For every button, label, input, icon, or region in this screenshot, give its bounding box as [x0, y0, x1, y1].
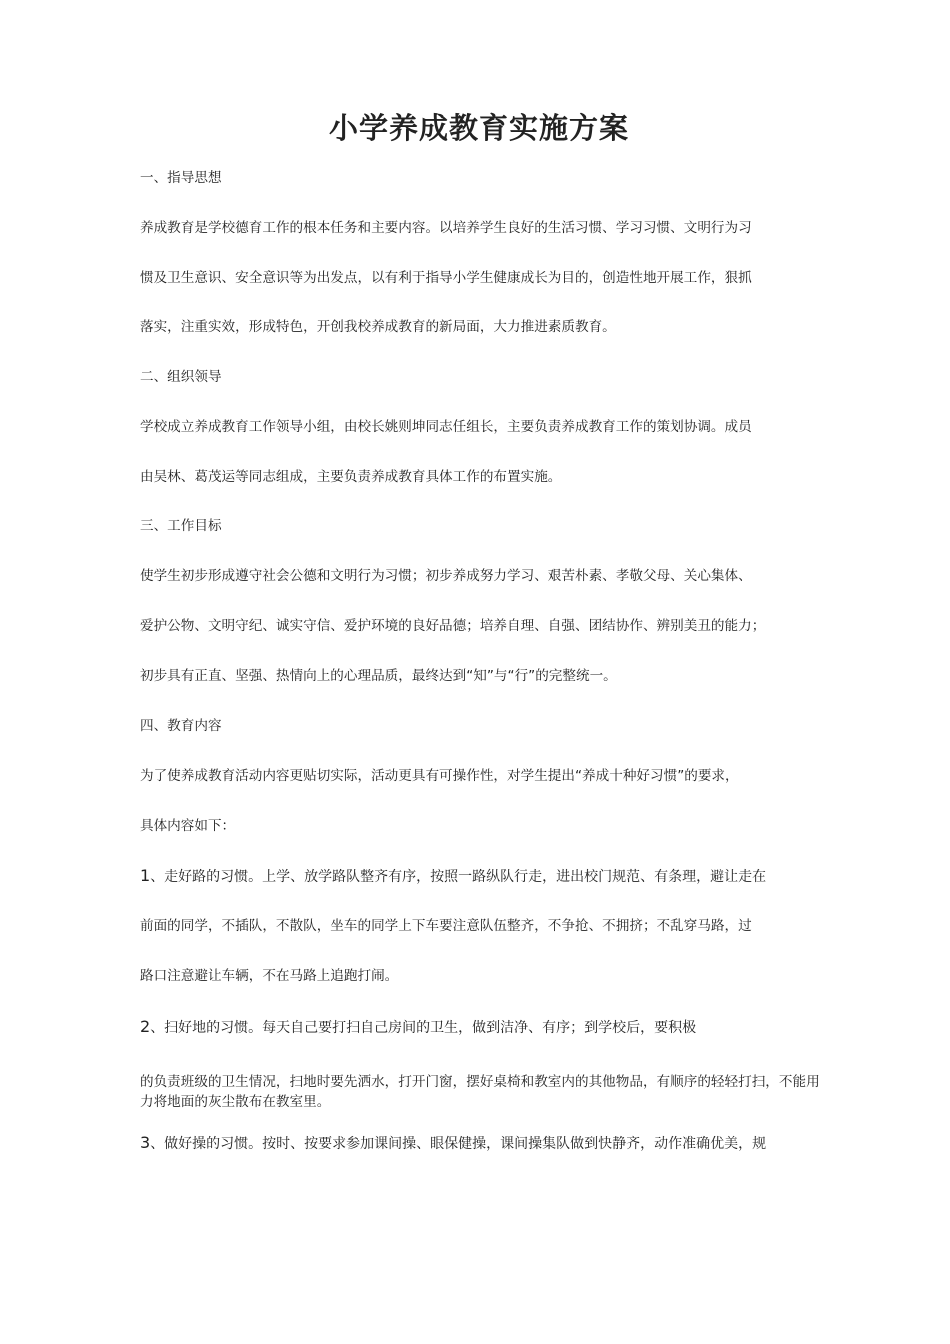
paragraph-line: 使学生初步形成遵守社会公德和文明行为习惯；初步养成努力学习、艰苦朴素、孝敬父母、关心集体、 [140, 568, 752, 584]
paragraph-line: 路口注意避让车辆，不在马路上追跑打闹。 [140, 968, 399, 984]
section-heading-goals: 三、工作目标 [140, 518, 222, 534]
paragraph-line: 为了使养成教育活动内容更贴切实际，活动更具有可操作性，对学生提出“养成十种好习惯”的要求， [140, 768, 739, 784]
document-title: 小学养成教育实施方案 [328, 111, 629, 145]
list-item-text: 、做好操的习惯。按时、按要求参加课间操、眼保健操，课间操集队做到快静齐，动作准确优美，规 [150, 1136, 767, 1152]
list-item-text: 、走好路的习惯。上学、放学路队整齐有序，按照一路纵队行走，进出校门规范、有条理，避让走在 [150, 869, 767, 885]
paragraph-line: 学校成立养成教育工作领导小组，由校长姚则坤同志任组长，主要负责养成教育工作的策划协调。成员 [140, 419, 752, 435]
section-heading-guiding-thought: 一、指导思想 [140, 170, 222, 186]
list-item-1 [140, 866, 766, 887]
paragraph-block: 的负责班级的卫生情况，扫地时要先洒水，打开门窗，摆好桌椅和教室内的其他物品，有顺序的轻轻打扫，不能用力将地面的灰尘散布在教室里。 [140, 1074, 820, 1110]
paragraph-line: 爱护公物、文明守纪、诚实守信、爱护环境的良好品德；培养自理、自强、团结协作、辨别美丑的能力； [140, 618, 766, 634]
list-item-3 [140, 1133, 766, 1154]
paragraph-line: 养成教育是学校德育工作的根本任务和主要内容。以培养学生良好的生活习惯、学习习惯、文明行为习 [140, 220, 752, 236]
paragraph-line: 惯及卫生意识、安全意识等为出发点，以有利于指导小学生健康成长为目的，创造性地开展工作，狠抓 [140, 270, 752, 286]
list-item-2 [140, 1017, 696, 1038]
section-heading-content: 四、教育内容 [140, 718, 222, 734]
list-item-number: 3 [140, 1133, 151, 1152]
list-item-text: 、扫好地的习惯。每天自己要打扫自己房间的卫生，做到洁净、有序；到学校后，要积极 [150, 1020, 697, 1036]
paragraph-line: 具体内容如下： [140, 818, 236, 834]
paragraph-line: 落实，注重实效，形成特色，开创我校养成教育的新局面，大力推进素质教育。 [140, 319, 616, 335]
list-item-number: 1 [140, 866, 151, 885]
paragraph-line: 初步具有正直、坚强、热情向上的心理品质，最终达到“知”与“行”的完整统一。 [140, 668, 617, 684]
paragraph-line: 前面的同学，不插队，不散队，坐车的同学上下车要注意队伍整齐，不争抢、不拥挤；不乱穿马路，过 [140, 918, 752, 934]
section-heading-organization: 二、组织领导 [140, 369, 222, 385]
list-item-number: 2 [140, 1017, 151, 1036]
paragraph-line: 由吴林、葛茂运等同志组成，主要负责养成教育具体工作的布置实施。 [140, 469, 562, 485]
